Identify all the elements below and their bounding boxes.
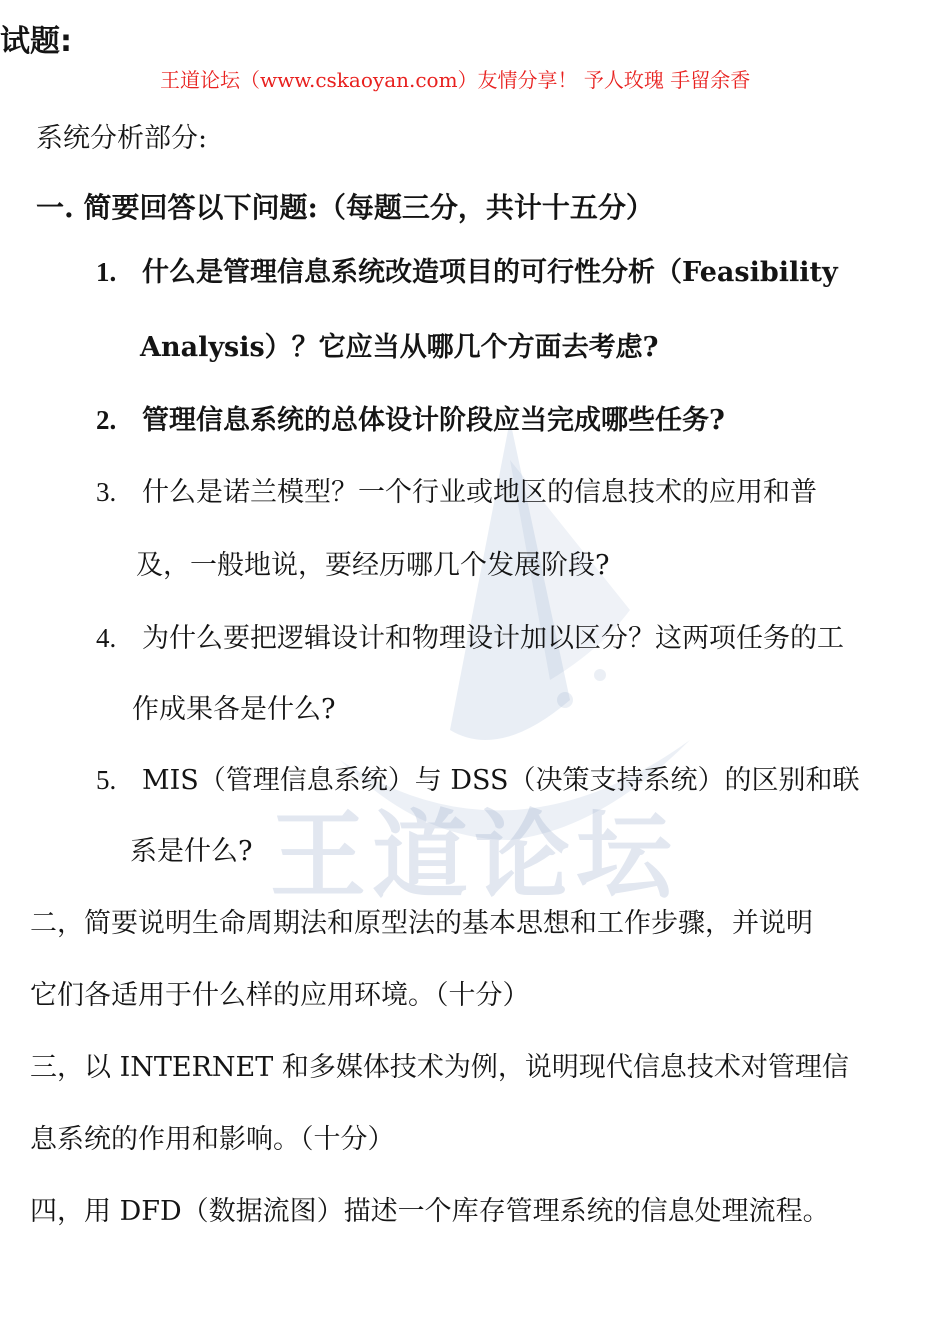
- question-text: 什么是诺兰模型？一个行业或地区的信息技术的应用和普: [142, 477, 817, 508]
- question-number: 5.: [96, 765, 117, 795]
- question-3-continued: 及，一般地说，要经历哪几个发展阶段?: [136, 550, 610, 581]
- part2-question: 二，简要说明生命周期法和原型法的基本思想和工作步骤，并说明: [30, 908, 813, 939]
- question-number: 3.: [96, 477, 117, 507]
- question-text: 管理信息系统的总体设计阶段应当完成哪些任务?: [142, 405, 725, 436]
- question-3: [96, 456, 817, 529]
- question-number: 2.: [96, 405, 117, 435]
- question-1: [96, 236, 838, 309]
- part3-question-continued: 息系统的作用和影响。（十分）: [30, 1124, 395, 1155]
- question-4-continued: 作成果各是什么?: [132, 694, 336, 725]
- question-text: MIS（管理信息系统）与 DSS（决策支持系统）的区别和联: [142, 765, 860, 796]
- part1-heading: 一. 简要回答以下问题:（每题三分，共计十五分）: [36, 191, 654, 224]
- question-5: [96, 744, 860, 817]
- section-title: 系统分析部分:: [36, 123, 208, 154]
- part3-question: 三，以 INTERNET 和多媒体技术为例，说明现代信息技术对管理信: [30, 1052, 849, 1083]
- question-text: 什么是管理信息系统改造项目的可行性分析（Feasibility: [142, 257, 838, 288]
- question-4: [96, 602, 844, 675]
- question-5-continued: 系是什么?: [130, 836, 253, 867]
- question-number: 4.: [96, 623, 117, 653]
- exam-heading: 试题:: [0, 24, 72, 59]
- part4-question: 四，用 DFD（数据流图）描述一个库存管理系统的信息处理流程。: [30, 1196, 830, 1227]
- source-note: 王道论坛（www.cskaoyan.com）友情分享！ 予人玫瑰 手留余香: [160, 68, 751, 92]
- question-1-continued: Analysis）？它应当从哪几个方面去考虑?: [140, 332, 659, 363]
- question-2: [96, 384, 725, 457]
- watermark-text: 王道论坛: [270, 800, 678, 912]
- question-number: 1.: [96, 257, 117, 287]
- question-text: 为什么要把逻辑设计和物理设计加以区分？这两项任务的工: [142, 623, 844, 654]
- part2-question-continued: 它们各适用于什么样的应用环境。（十分）: [30, 980, 530, 1011]
